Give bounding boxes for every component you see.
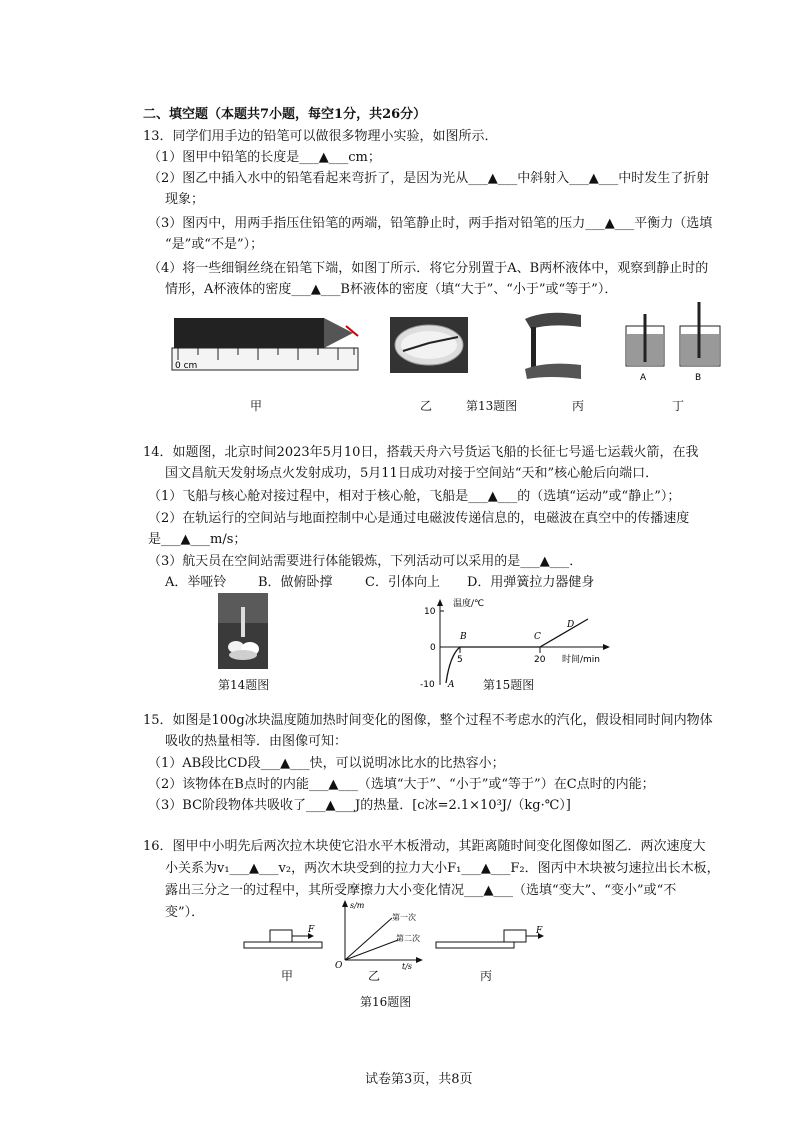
- q14-stem-line1: 14．如题图，北京时间2023年5月10日，搭载天舟六号货运飞船的长征七号遥七运载火箭，在我: [143, 445, 699, 460]
- q16-stem-line4: 变”）．: [165, 905, 205, 920]
- graph-t-label: t/s: [402, 962, 413, 970]
- graph-second-label: 第二次: [396, 934, 420, 943]
- block-pulled-off-board-figure: [432, 924, 550, 958]
- graph-s-label: s/m: [350, 901, 365, 910]
- force-label-bing: F: [536, 926, 543, 936]
- q15-figure-caption: 第15题图: [483, 678, 535, 692]
- q15-stem-line1: 15．如图是100g冰块温度随加热时间变化的图像，整个过程不考虑水的汽化，假设相同时间内物体: [143, 713, 713, 728]
- q16-stem-line3: 露出三分之一的过程中，其所受摩擦力大小变化情况___▲___（选填“变大”、“变小”或“不: [165, 883, 677, 898]
- graph-x-20: 20: [534, 655, 546, 665]
- q14-option-d: D．用弹簧拉力器健身: [467, 575, 595, 590]
- q13-caption-jia: 甲: [250, 399, 263, 413]
- section-title: 二、填空题（本题共7小题，每空1分，共26分）: [143, 107, 427, 122]
- q13-caption-yi: 乙: [420, 399, 433, 413]
- q16-caption-yi: 乙: [368, 969, 381, 983]
- graph-x-5: 5: [457, 655, 463, 665]
- q13-part3-line1: （3）图丙中，用两手指压住铅笔的两端，铅笔静止时，两手指对铅笔的压力___▲___平衡力（选填: [148, 216, 713, 231]
- graph-first-label: 第一次: [392, 913, 416, 922]
- q14-option-c: C．引体向上: [365, 575, 440, 590]
- q14-part1: （1）飞船与核心舱对接过程中，相对于核心舱，飞船是___▲___的（选填“运动”或“静止”）；: [148, 489, 681, 504]
- q16-caption-jia: 甲: [281, 969, 294, 983]
- q15-part3: （3）BC阶段物体共吸收了___▲___J的热量．[c冰=2.1×10³J/（kg·℃）]: [148, 798, 571, 813]
- q14-part3: （3）航天员在空间站需要进行体能锻炼，下列活动可以采用的是___▲___．: [148, 554, 583, 569]
- q14-option-b: B．做俯卧撑: [258, 575, 333, 590]
- force-label-jia: F: [308, 925, 315, 935]
- pencil-ruler-figure: [168, 308, 368, 388]
- graph-origin: O: [335, 961, 343, 970]
- q13-part3-line2: “是”或“不是”）；: [165, 237, 264, 252]
- q16-figure-caption: 第16题图: [360, 995, 412, 1009]
- q13-part4-line2: 情形，A杯液体的密度___▲___B杯液体的密度（填“大于”、“小于”或“等于”）．: [165, 282, 618, 297]
- q14-part2-line1: （2）在轨运行的空间站与地面控制中心是通过电磁波传递信息的，电磁波在真空中的传播速度: [148, 511, 690, 526]
- block-on-board-figure: [240, 922, 330, 958]
- pencil-in-water-figure: [388, 315, 470, 375]
- page-footer: 试卷第3页，共8页: [365, 1072, 473, 1087]
- ruler-zero-label: 0 cm: [175, 361, 198, 371]
- beakers-figure: [620, 300, 730, 382]
- graph-point-c: C: [534, 632, 541, 642]
- beaker-a-label: A: [640, 373, 647, 382]
- q13-stem: 13．同学们用手边的铅笔可以做很多物理小实验，如图所示．: [143, 129, 498, 144]
- q13-part2-line1: （2）图乙中插入水中的铅笔看起来弯折了，是因为光从___▲___中斜射入___▲___中时发生了折射: [148, 171, 710, 186]
- q15-part2: （2）该物体在B点时的内能___▲___（选填“大于”、“小于”或“等于”）在C点时的内能；: [148, 777, 655, 792]
- q15-part1: （1）AB段比CD段___▲___快，可以说明冰比水的比热容小；: [148, 756, 505, 771]
- fingers-pencil-figure: [517, 305, 585, 385]
- q13-caption-ding: 丁: [672, 399, 685, 413]
- q15-stem-line2: 吸收的热量相等．由图像可知：: [165, 734, 348, 749]
- rocket-launch-photo: [218, 593, 268, 669]
- distance-time-graph: [330, 898, 430, 970]
- q14-figure-caption: 第14题图: [218, 678, 270, 692]
- graph-y-10: 10: [424, 607, 436, 617]
- graph-point-d: D: [567, 620, 575, 630]
- q14-stem-line2: 国文昌航天发射场点火发射成功，5月11日成功对接于空间站“天和”核心舱后向端口．: [165, 466, 659, 481]
- q14-part2-line2: 是___▲___m/s；: [148, 532, 247, 547]
- graph-y-neg10: -10: [420, 680, 435, 690]
- q16-stem-line2: 小关系为v₁___▲___v₂，两次木块受到的拉力大小F₁___▲___F₂．图丙中木块被匀速拉出长木板，: [165, 861, 720, 876]
- q13-part1: （1）图甲中铅笔的长度是___▲___cm；: [148, 150, 381, 165]
- q13-part4-line1: （4）将一些细铜丝绕在铅笔下端，如图丁所示．将它分别置于A、B两杯液体中，观察到静止时的: [148, 261, 709, 276]
- graph-point-b: B: [460, 632, 467, 642]
- q13-figure-caption: 第13题图: [466, 399, 518, 413]
- graph-y-0: 0: [430, 643, 436, 653]
- graph-ylabel: 温度/℃: [453, 599, 485, 609]
- q14-option-a: A．举哑铃: [165, 575, 227, 590]
- q13-caption-bing: 丙: [572, 399, 585, 413]
- graph-point-a: A: [448, 680, 455, 690]
- q13-part2-line2: 现象；: [165, 192, 205, 207]
- graph-xlabel: 时间/min: [562, 655, 601, 665]
- q16-caption-bing: 丙: [480, 969, 493, 983]
- q16-stem-line1: 16．图甲中小明先后两次拉木块使它沿水平木板滑动，其距离随时间变化图像如图乙．两次速度大: [143, 839, 706, 854]
- beaker-b-label: B: [695, 373, 702, 382]
